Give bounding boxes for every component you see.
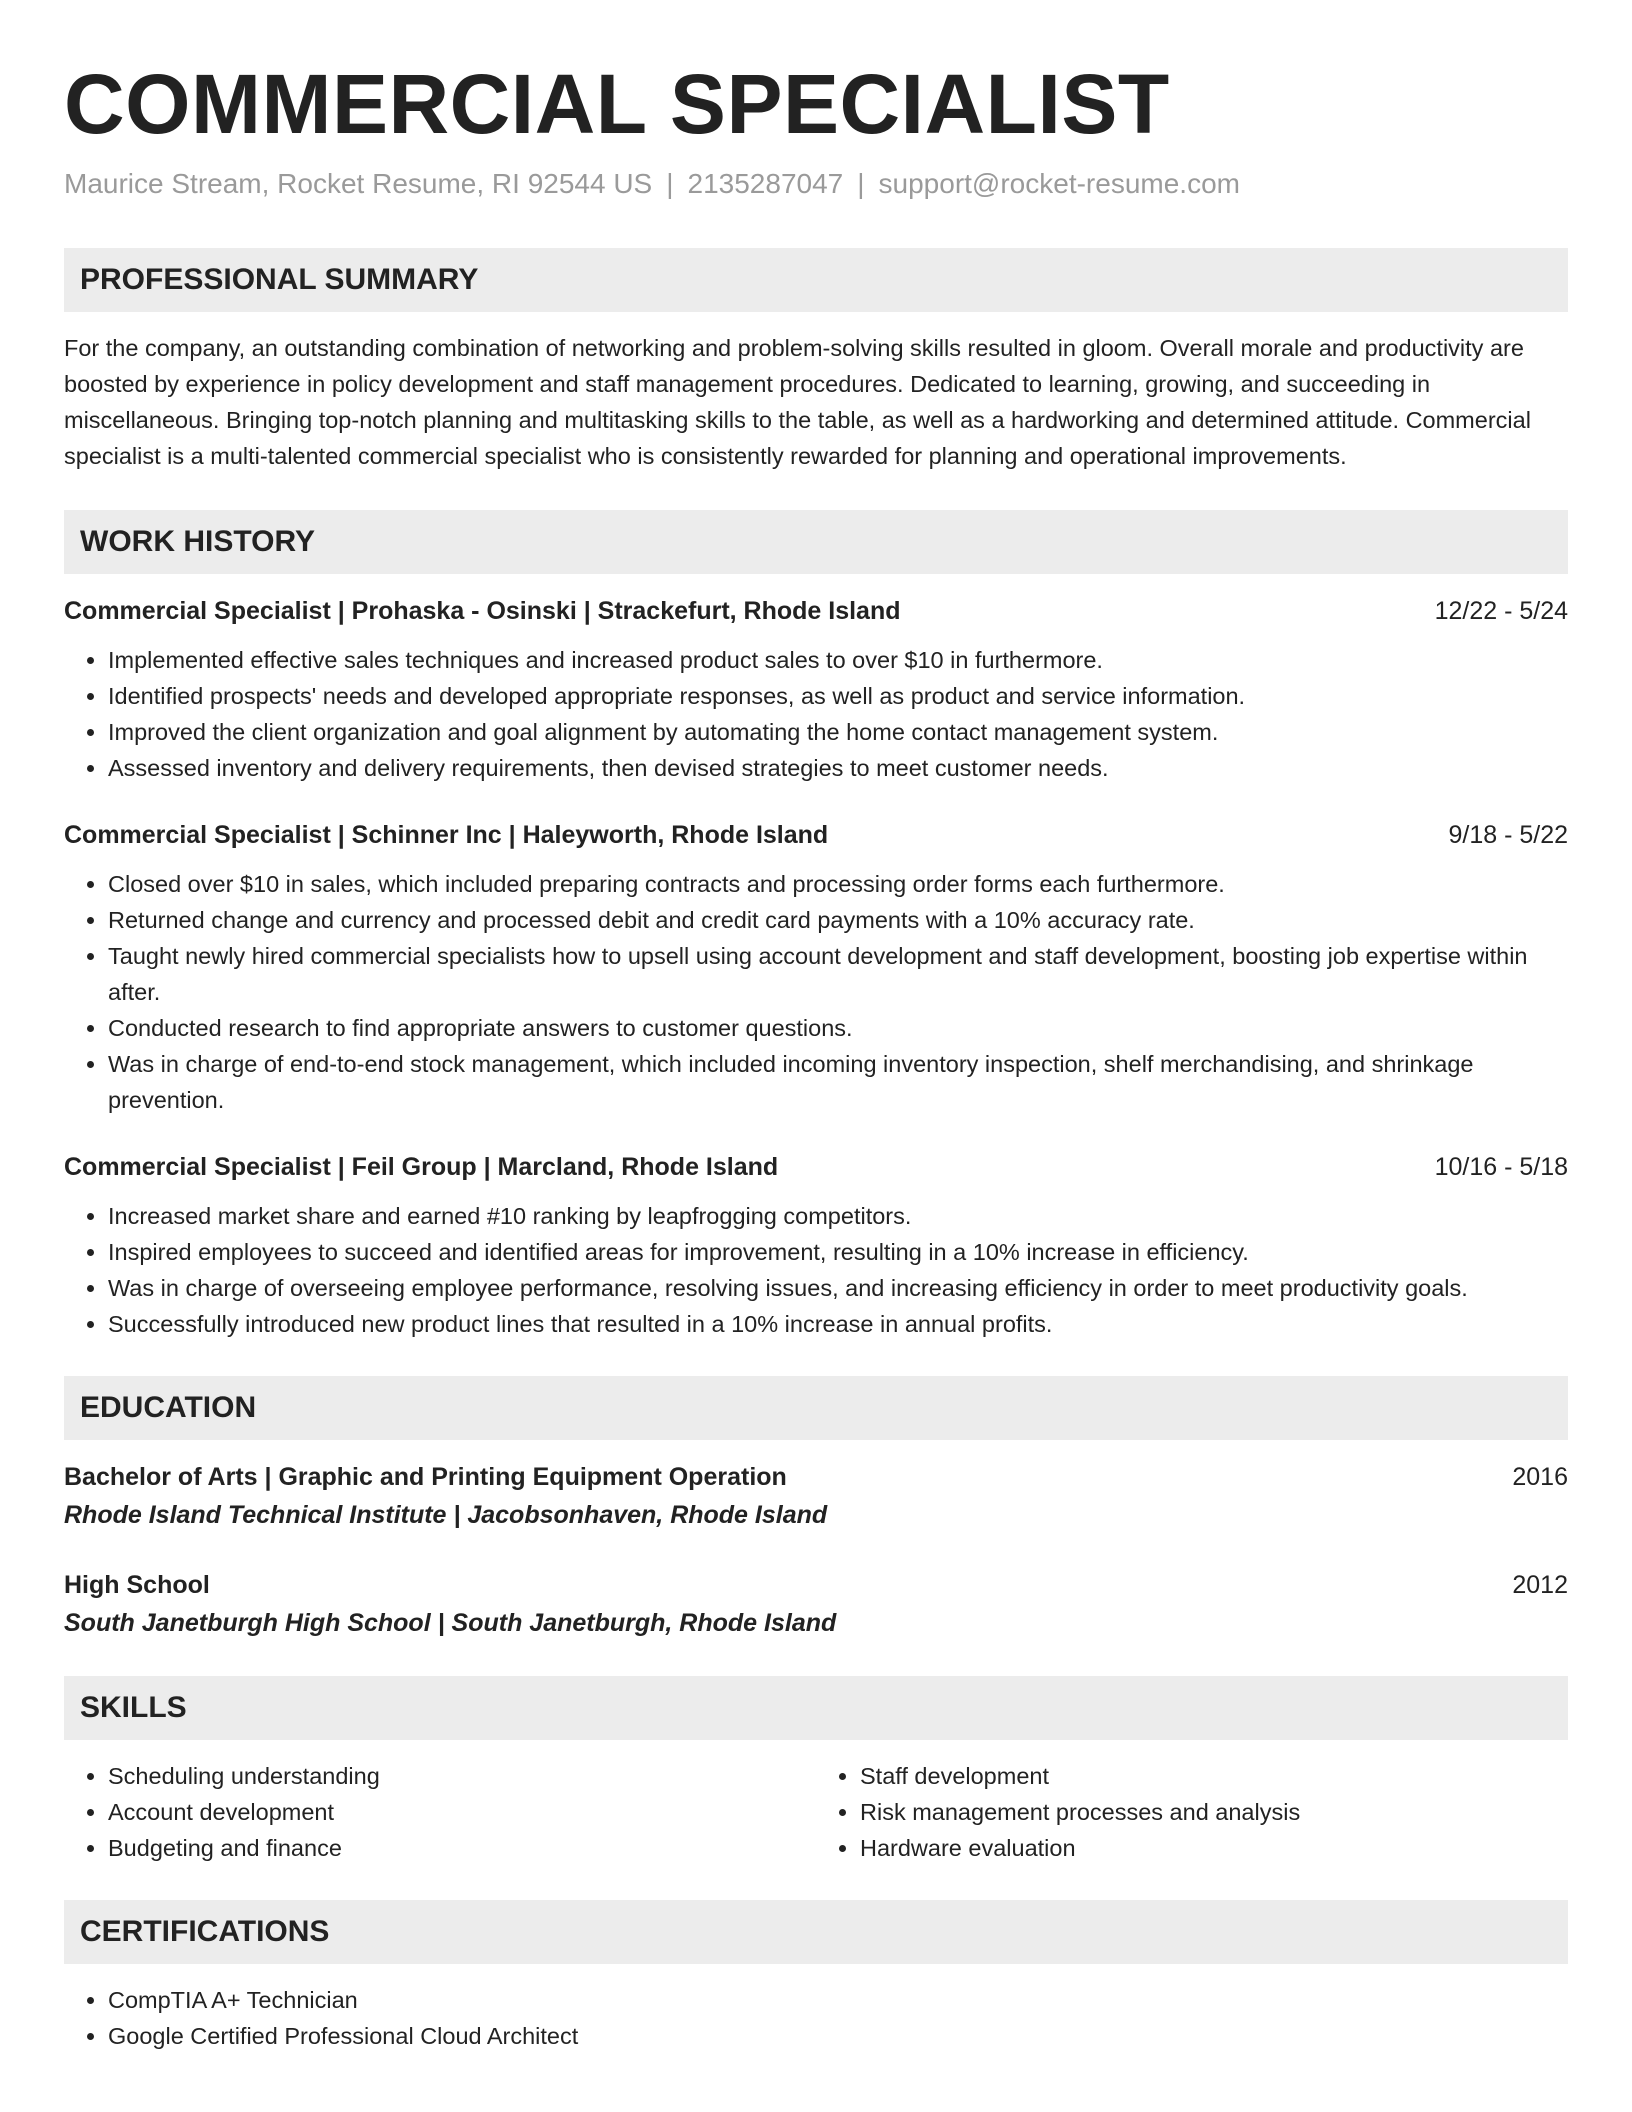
job-bullet: • Closed over $10 in sales, which included preparing contracts and processing order forms each furthermore. [108, 866, 1568, 902]
job-entry [64, 592, 1568, 786]
job-date: 9/18 - 5/22 [1448, 821, 1568, 849]
skill-item: • Budgeting and finance [108, 1830, 816, 1866]
certifications-list [64, 1982, 1568, 2054]
job-bullet: • Assessed inventory and delivery requirements, then devised strategies to meet customer needs. [108, 750, 1568, 786]
job-bullet: • Returned change and currency and processed debit and credit card payments with a 10% accuracy rate. [108, 902, 1568, 938]
education-degree: Bachelor of Arts | Graphic and Printing Equipment Operation [64, 1463, 787, 1491]
certifications-heading: CERTIFICATIONS [64, 1900, 1568, 1964]
certification-item: • CompTIA A+ Technician [108, 1982, 1568, 2018]
job-header [64, 592, 1568, 630]
job-bullets [64, 866, 1568, 1118]
job-bullet: • Inspired employees to succeed and identified areas for improvement, resulting in a 10% increase in efficiency. [108, 1234, 1568, 1270]
education-header [64, 1566, 1568, 1604]
education-institution: South Janetburgh High School | South Janetburgh, Rhode Island [64, 1609, 837, 1637]
job-header [64, 816, 1568, 854]
summary-section [64, 248, 1568, 474]
education-degree: High School [64, 1571, 210, 1599]
skill-item: • Scheduling understanding [108, 1758, 816, 1794]
education-entry [64, 1566, 1568, 1642]
education-institution: Rhode Island Technical Institute | Jacobsonhaven, Rhode Island [64, 1501, 828, 1529]
summary-heading: PROFESSIONAL SUMMARY [64, 248, 1568, 312]
education-section [64, 1376, 1568, 1642]
contact-address: Maurice Stream, Rocket Resume, RI 92544 US [64, 168, 653, 199]
skill-item: • Hardware evaluation [860, 1830, 1568, 1866]
resume-title: COMMERCIAL SPECIALIST [64, 57, 1170, 151]
job-entry [64, 1148, 1568, 1342]
job-date: 10/16 - 5/18 [1434, 1153, 1568, 1181]
contact-phone: 2135287047 [687, 168, 844, 199]
skills-list-right [816, 1758, 1568, 1866]
job-bullet: • Was in charge of overseeing employee performance, resolving issues, and increasing efficiency in order to meet productivity goals. [108, 1270, 1568, 1306]
contact-separator: | [857, 168, 865, 199]
job-title: Commercial Specialist | Feil Group | Marcland, Rhode Island [64, 1153, 779, 1181]
job-entry [64, 816, 1568, 1118]
job-bullet: • Improved the client organization and goal alignment by automating the home contact management system. [108, 714, 1568, 750]
education-entry [64, 1458, 1568, 1534]
skill-item: • Staff development [860, 1758, 1568, 1794]
certifications-section [64, 1900, 1568, 2054]
certification-item: • Google Certified Professional Cloud Architect [108, 2018, 1568, 2054]
contact-line [64, 168, 1568, 200]
summary-text: For the company, an outstanding combination of networking and problem-solving skills resulted in gloom. Overall morale and productivity are boosted by experience in policy development and staff management procedures. Dedicated to learning, growing, and succeeding in miscellaneous. Bringing top-notch planning and multitasking skills to the table, as well as a hardworking and determined attitude. Commercial specialist is a multi-talented commercial specialist who is consistently rewarded for planning and operational improvements. [64, 335, 1531, 469]
job-bullet: • Implemented effective sales techniques and increased product sales to over $10 in furthermore. [108, 642, 1568, 678]
work-history-heading: WORK HISTORY [64, 510, 1568, 574]
job-bullet: • Increased market share and earned #10 ranking by leapfrogging competitors. [108, 1198, 1568, 1234]
contact-email: support@rocket-resume.com [878, 168, 1240, 199]
skills-section [64, 1676, 1568, 1866]
education-heading: EDUCATION [64, 1376, 1568, 1440]
skill-item: • Risk management processes and analysis [860, 1794, 1568, 1830]
education-year: 2012 [1512, 1571, 1568, 1599]
contact-separator: | [666, 168, 674, 199]
job-bullets [64, 1198, 1568, 1342]
job-date: 12/22 - 5/24 [1434, 597, 1568, 625]
job-bullet: • Successfully introduced new product lines that resulted in a 10% increase in annual profits. [108, 1306, 1568, 1342]
job-bullets [64, 642, 1568, 786]
skill-item: • Account development [108, 1794, 816, 1830]
work-history-section [64, 510, 1568, 1342]
job-title: Commercial Specialist | Schinner Inc | Haleyworth, Rhode Island [64, 821, 829, 849]
job-bullet: • Taught newly hired commercial specialists how to upsell using account development and staff development, boosting job expertise within after. [108, 938, 1568, 1010]
education-year: 2016 [1512, 1463, 1568, 1491]
job-title: Commercial Specialist | Prohaska - Osinski | Strackefurt, Rhode Island [64, 597, 901, 625]
education-header [64, 1458, 1568, 1496]
skills-list-left [64, 1758, 816, 1866]
job-bullet: • Identified prospects' needs and developed appropriate responses, as well as product and service information. [108, 678, 1568, 714]
job-bullet: • Conducted research to find appropriate answers to customer questions. [108, 1010, 1568, 1046]
skills-heading: SKILLS [64, 1676, 1568, 1740]
skills-columns [64, 1758, 1568, 1866]
job-header [64, 1148, 1568, 1186]
job-bullet: • Was in charge of end-to-end stock management, which included incoming inventory inspection, shelf merchandising, and shrinkage prevention. [108, 1046, 1568, 1118]
